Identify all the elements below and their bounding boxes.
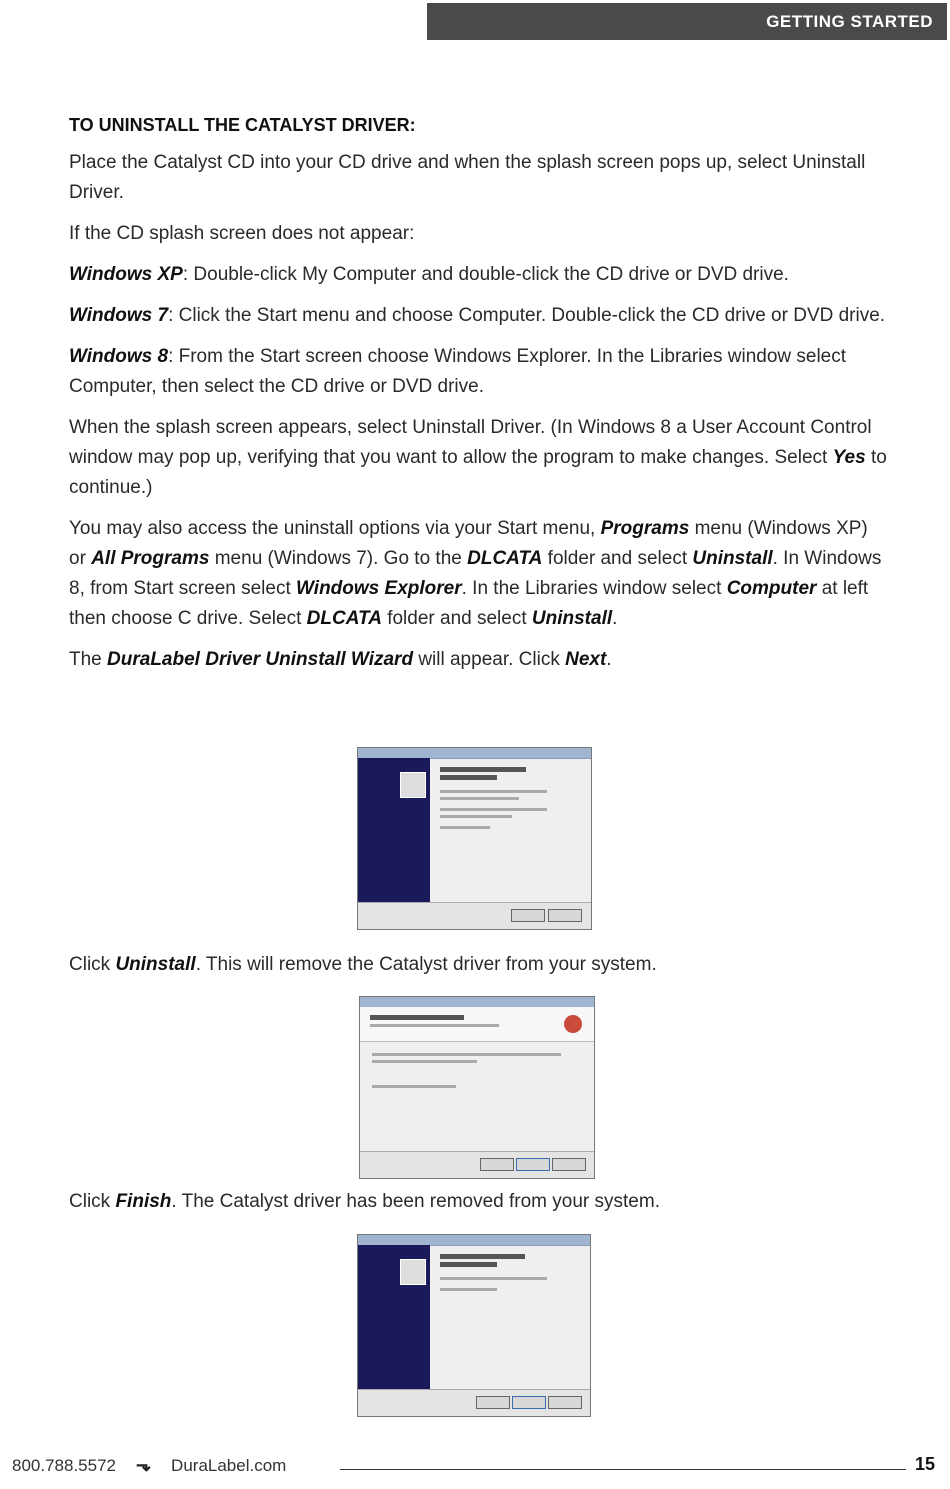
page-content bbox=[69, 110, 889, 686]
duralabel-mark-icon: ⬎ bbox=[136, 1455, 152, 1475]
access-text-8: folder and select bbox=[381, 608, 532, 629]
windows-8-label: Windows 8 bbox=[69, 346, 169, 367]
access-text-3: menu (Windows 7). Go to the bbox=[209, 548, 468, 569]
access-bold-5: Windows Explorer bbox=[296, 578, 462, 599]
splash-text-2: to continue.) bbox=[69, 447, 887, 498]
access-bold-1: Programs bbox=[600, 518, 690, 539]
paragraph-windows-8 bbox=[69, 342, 889, 402]
next-button-thumb bbox=[511, 909, 545, 922]
access-text-2: menu (Windows XP) or bbox=[69, 518, 868, 569]
wizard-footer bbox=[358, 902, 591, 929]
windows-8-text: : From the Start screen choose Windows Explorer. In the Libraries window select Computer, then select the CD drive or DVD drive. bbox=[69, 346, 847, 397]
cancel-button-thumb bbox=[552, 1158, 586, 1171]
wizard-text-3: . bbox=[606, 649, 612, 670]
wizard-text-area bbox=[440, 764, 583, 833]
access-text-7: at left then choose C drive. Select bbox=[69, 578, 869, 629]
access-bold-7: DLCATA bbox=[306, 608, 382, 629]
access-text-9: . bbox=[612, 608, 618, 629]
paragraph-wizard bbox=[69, 645, 889, 675]
wizard-bold-1: DuraLabel Driver Uninstall Wizard bbox=[107, 649, 414, 670]
access-bold-6: Computer bbox=[726, 578, 817, 599]
access-bold-3: DLCATA bbox=[467, 548, 543, 569]
cancel-button-thumb bbox=[548, 909, 582, 922]
finish-bold-1: Finish bbox=[115, 1191, 172, 1212]
access-bold-4: Uninstall bbox=[692, 548, 773, 569]
cancel-button-thumb bbox=[548, 1396, 582, 1409]
page-heading: TO UNINSTALL THE CATALYST DRIVER: bbox=[69, 115, 416, 135]
duralabel-logo-icon bbox=[400, 772, 426, 798]
footer-website[interactable]: DuraLabel.com bbox=[171, 1455, 287, 1475]
wizard-footer bbox=[360, 1151, 594, 1178]
finish-text-1: Click bbox=[69, 1191, 116, 1212]
wizard-bold-2: Next bbox=[565, 649, 607, 670]
paragraph-windows-xp bbox=[69, 260, 889, 290]
wizard-uninstall-screenshot bbox=[359, 996, 595, 1179]
windows-xp-label: Windows XP bbox=[69, 264, 183, 285]
wizard-finish-screenshot bbox=[357, 1234, 591, 1417]
windows-7-label: Windows 7 bbox=[69, 305, 169, 326]
footer-phone: 800.788.5572 bbox=[12, 1455, 116, 1475]
paragraph-finish bbox=[69, 1187, 660, 1217]
access-bold-8: Uninstall bbox=[531, 608, 613, 629]
finish-text-2: . The Catalyst driver has been removed from your system. bbox=[171, 1191, 660, 1212]
wizard-welcome-screenshot bbox=[357, 747, 592, 930]
footer-divider bbox=[340, 1469, 906, 1470]
paragraph-splash bbox=[69, 413, 889, 503]
wizard-text-1: The bbox=[69, 649, 108, 670]
uninstall-header bbox=[360, 1007, 594, 1042]
access-text-5: . In Windows 8, from Start screen select bbox=[69, 548, 882, 599]
uninstall-bold-1: Uninstall bbox=[115, 954, 196, 975]
paragraph-uninstall bbox=[69, 950, 657, 980]
windows-7-text: : Click the Start menu and choose Computer. Double-click the CD drive or DVD drive. bbox=[168, 305, 886, 326]
uninstall-text-2: . This will remove the Catalyst driver from your system. bbox=[195, 954, 657, 975]
back-button-thumb bbox=[480, 1158, 514, 1171]
windows-xp-text: : Double-click My Computer and double-click the CD drive or DVD drive. bbox=[182, 264, 789, 285]
wizard-text-area bbox=[440, 1251, 582, 1295]
access-text-4: folder and select bbox=[542, 548, 693, 569]
page-number: 15 bbox=[914, 1454, 935, 1474]
back-button-thumb bbox=[476, 1396, 510, 1409]
access-bold-2: All Programs bbox=[91, 548, 210, 569]
paragraph-windows-7 bbox=[69, 301, 889, 331]
page-footer bbox=[12, 1455, 286, 1476]
access-text-1: You may also access the uninstall options via your Start menu, bbox=[69, 518, 601, 539]
uninstall-text-1: Click bbox=[69, 954, 116, 975]
section-header bbox=[427, 3, 947, 40]
wizard-text-2: will appear. Click bbox=[413, 649, 566, 670]
uninstall-icon bbox=[564, 1015, 582, 1033]
section-title: GETTING STARTED bbox=[766, 11, 933, 31]
wizard-footer bbox=[358, 1389, 590, 1416]
finish-button-thumb bbox=[512, 1396, 546, 1409]
splash-text-1: When the splash screen appears, select Uninstall Driver. (In Windows 8 a User Account Control window may pop up, verifying that you want to allow the program to make changes. Select bbox=[69, 417, 872, 468]
paragraph-no-splash: If the CD splash screen does not appear: bbox=[69, 223, 415, 244]
splash-yes: Yes bbox=[832, 447, 866, 468]
paragraph-access bbox=[69, 514, 889, 634]
paragraph-intro: Place the Catalyst CD into your CD drive and when the splash screen pops up, select Uninstall Driver. bbox=[69, 152, 866, 203]
duralabel-logo-icon bbox=[400, 1259, 426, 1285]
uninstall-button-thumb bbox=[516, 1158, 550, 1171]
access-text-6: . In the Libraries window select bbox=[461, 578, 727, 599]
